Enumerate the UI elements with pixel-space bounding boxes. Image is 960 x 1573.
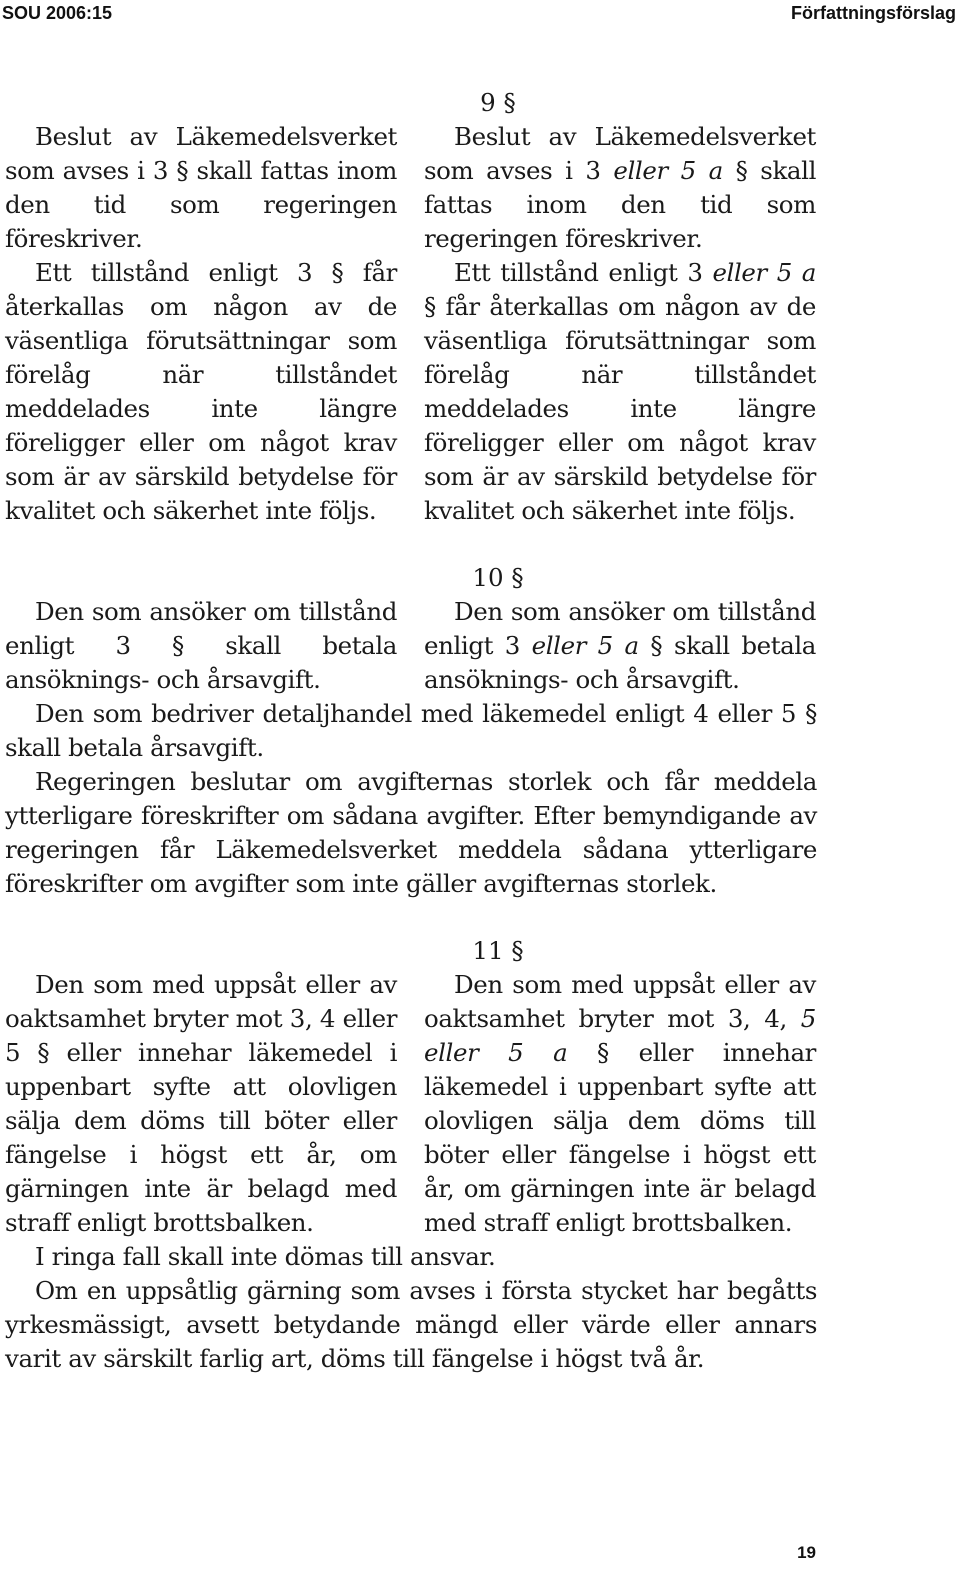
- s11-common-p1: I ringa fall skall inte dömas till ansvar.: [35, 1242, 496, 1271]
- s9-proposed-p1: Beslut av Läkemedelsverket som avses i 3 eller 5 a § skall fattas inom den tid som regeringen föreskriver.: [424, 122, 817, 253]
- s10-common-p2: Regeringen beslutar om avgifternas storlek och får meddela ytterligare föreskrifter om sådana avgifter. Efter bemyndigande av regeringen får Läkemedelsverket meddela sådana ytterligare föreskrifter om avgifter som inte gäller avgifternas storlek.: [5, 767, 817, 898]
- s9-proposed-text: [424, 120, 816, 528]
- s10-current-text: [5, 595, 397, 697]
- section-number-10: 10 §: [472, 563, 524, 592]
- s10-proposed-text: [424, 595, 816, 697]
- s11-common-text: [5, 1240, 817, 1376]
- s10-common-text: [5, 697, 817, 901]
- s10-common-p1: Den som bedriver detaljhandel med läkemedel enligt 4 eller 5 § skall betala årsavgift.: [5, 699, 817, 762]
- s11-current-p1: Den som med uppsåt eller av oaktsamhet bryter mot 3, 4 eller 5 § eller innehar läkemedel i uppenbart syfte att olovligen sälja dem döms till böter eller fängelse i högst ett år, om gärningen inte är belagd med straff enligt brottsbalken.: [5, 970, 397, 1237]
- s9-current-text: [5, 120, 397, 528]
- s11-proposed-p1: Den som med uppsåt eller av oaktsamhet bryter mot 3, 4, 5 eller 5 a § eller innehar läkemedel i uppenbart syfte att olovligen sälja dem döms till böter eller fängelse i högst ett år, om gärningen inte är belagd med straff enligt brottsbalken.: [424, 970, 816, 1237]
- s10-current-p1: Den som ansöker om tillstånd enligt 3 § skall betala ansöknings- och årsavgift.: [5, 597, 397, 694]
- page-number: 19: [797, 1543, 816, 1562]
- s9-current-p1: Beslut av Läkemedelsverket som avses i 3 § skall fattas inom den tid som regeringen föreskriver.: [5, 122, 397, 253]
- s9-proposed-p2: Ett tillstånd enligt 3 eller 5 a § får återkallas om någon av de väsentliga förutsättningar som förelåg när tillståndet meddelades inte längre föreligger eller om något krav som är av särskild betydelse för kvalitet och säkerhet inte följs.: [424, 258, 816, 525]
- section-title: Författningsförslag: [791, 3, 956, 23]
- s9-current-p2: Ett tillstånd enligt 3 § får återkallas om någon av de väsentliga förutsättningar som förelåg när tillståndet meddelades inte längre föreligger eller om något krav som är av särskild betydelse för kvalitet och säkerhet inte följs.: [5, 258, 397, 525]
- s11-proposed-text: [424, 968, 816, 1240]
- s11-common-p2: Om en uppsåtlig gärning som avses i första stycket har begåtts yrkesmässigt, avsett betydande mängd eller värde eller annars varit av särskilt farlig art, döms till fängelse i högst två år.: [5, 1276, 817, 1373]
- document-id: SOU 2006:15: [2, 3, 113, 23]
- section-number-9: 9 §: [480, 88, 516, 117]
- section-number-11: 11 §: [472, 936, 524, 965]
- s10-proposed-p1: Den som ansöker om tillstånd enligt 3 eller 5 a § skall betala ansöknings- och årsavgift.: [424, 597, 816, 694]
- s11-current-text: [5, 968, 397, 1240]
